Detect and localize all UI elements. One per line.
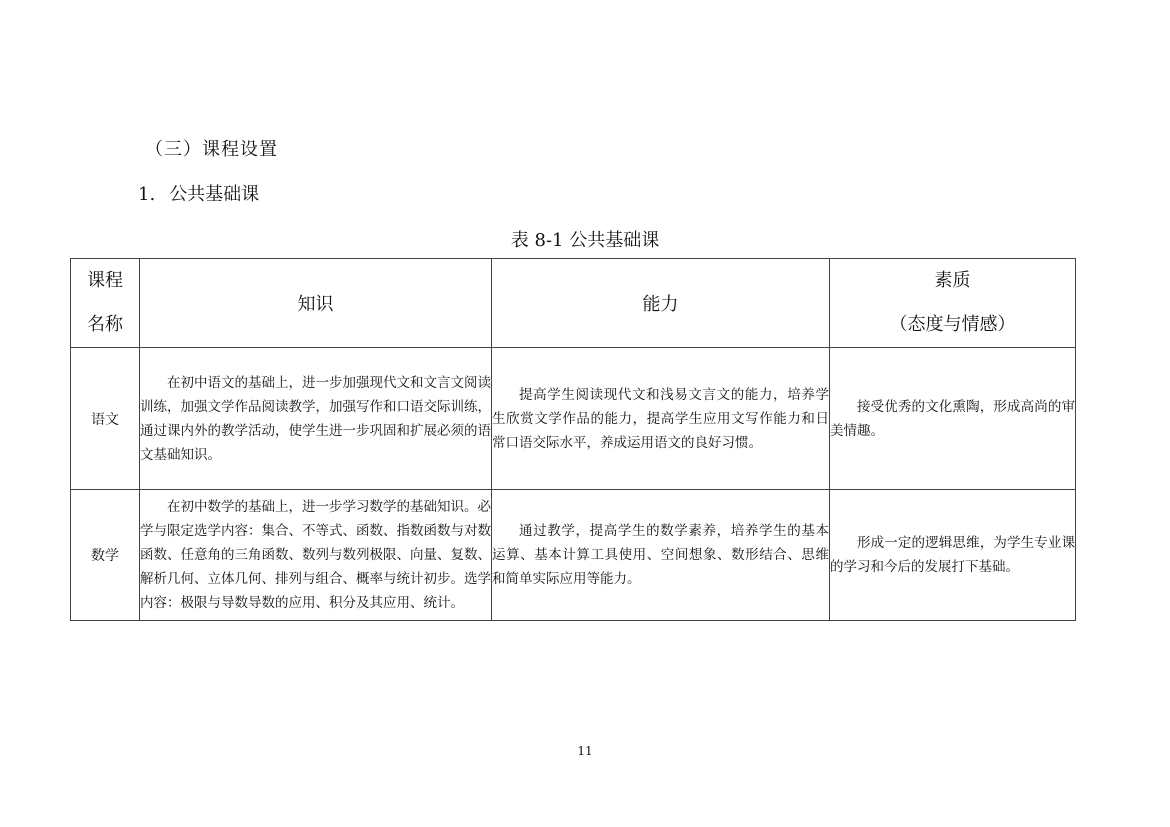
header-quality: 素质 （态度与情感） <box>830 259 1076 348</box>
table-header-row <box>71 259 1076 348</box>
header-course-name: 课程 名称 <box>71 259 140 348</box>
course-table <box>70 258 1076 621</box>
section-heading: （三）课程设置 <box>145 139 278 160</box>
header-ability: 能力 <box>492 259 830 348</box>
ability-cell: 通过教学，提高学生的数学素养，培养学生的基本运算、基本计算工具使用、空间想象、数形结合、思维和简单实际应用等能力。 <box>492 490 830 621</box>
quality-cell: 接受优秀的文化熏陶，形成高尚的审美情趣。 <box>830 348 1076 490</box>
course-name-cell: 语文 <box>71 348 140 490</box>
subsection-title: 公共基础课 <box>169 184 260 205</box>
course-name-cell: 数学 <box>71 490 140 621</box>
knowledge-cell: 在初中语文的基础上，进一步加强现代文和文言文阅读训练，加强文学作品阅读教学，加强写作和口语交际训练，通过课内外的教学活动，使学生进一步巩固和扩展必须的语文基础知识。 <box>140 348 492 490</box>
subsection-number: 1. <box>138 184 156 205</box>
page-number: 11 <box>577 744 593 758</box>
subsection-heading <box>138 180 259 206</box>
table-row <box>71 348 1076 490</box>
table-caption: 表 8-1 公共基础课 <box>510 230 660 251</box>
table-row <box>71 490 1076 621</box>
knowledge-cell: 在初中数学的基础上，进一步学习数学的基础知识。必学与限定选学内容：集合、不等式、函数、指数函数与对数函数、任意角的三角函数、数列与数列极限、向量、复数、解析几何、立体几何、排列与组合、概率与统计初步。选学内容：极限与导数导数的应用、积分及其应用、统计。 <box>140 490 492 621</box>
quality-cell: 形成一定的逻辑思维，为学生专业课的学习和今后的发展打下基础。 <box>830 490 1076 621</box>
ability-cell: 提高学生阅读现代文和浅易文言文的能力，培养学生欣赏文学作品的能力，提高学生应用文写作能力和日常口语交际水平，养成运用语文的良好习惯。 <box>492 348 830 490</box>
header-knowledge: 知识 <box>140 259 492 348</box>
